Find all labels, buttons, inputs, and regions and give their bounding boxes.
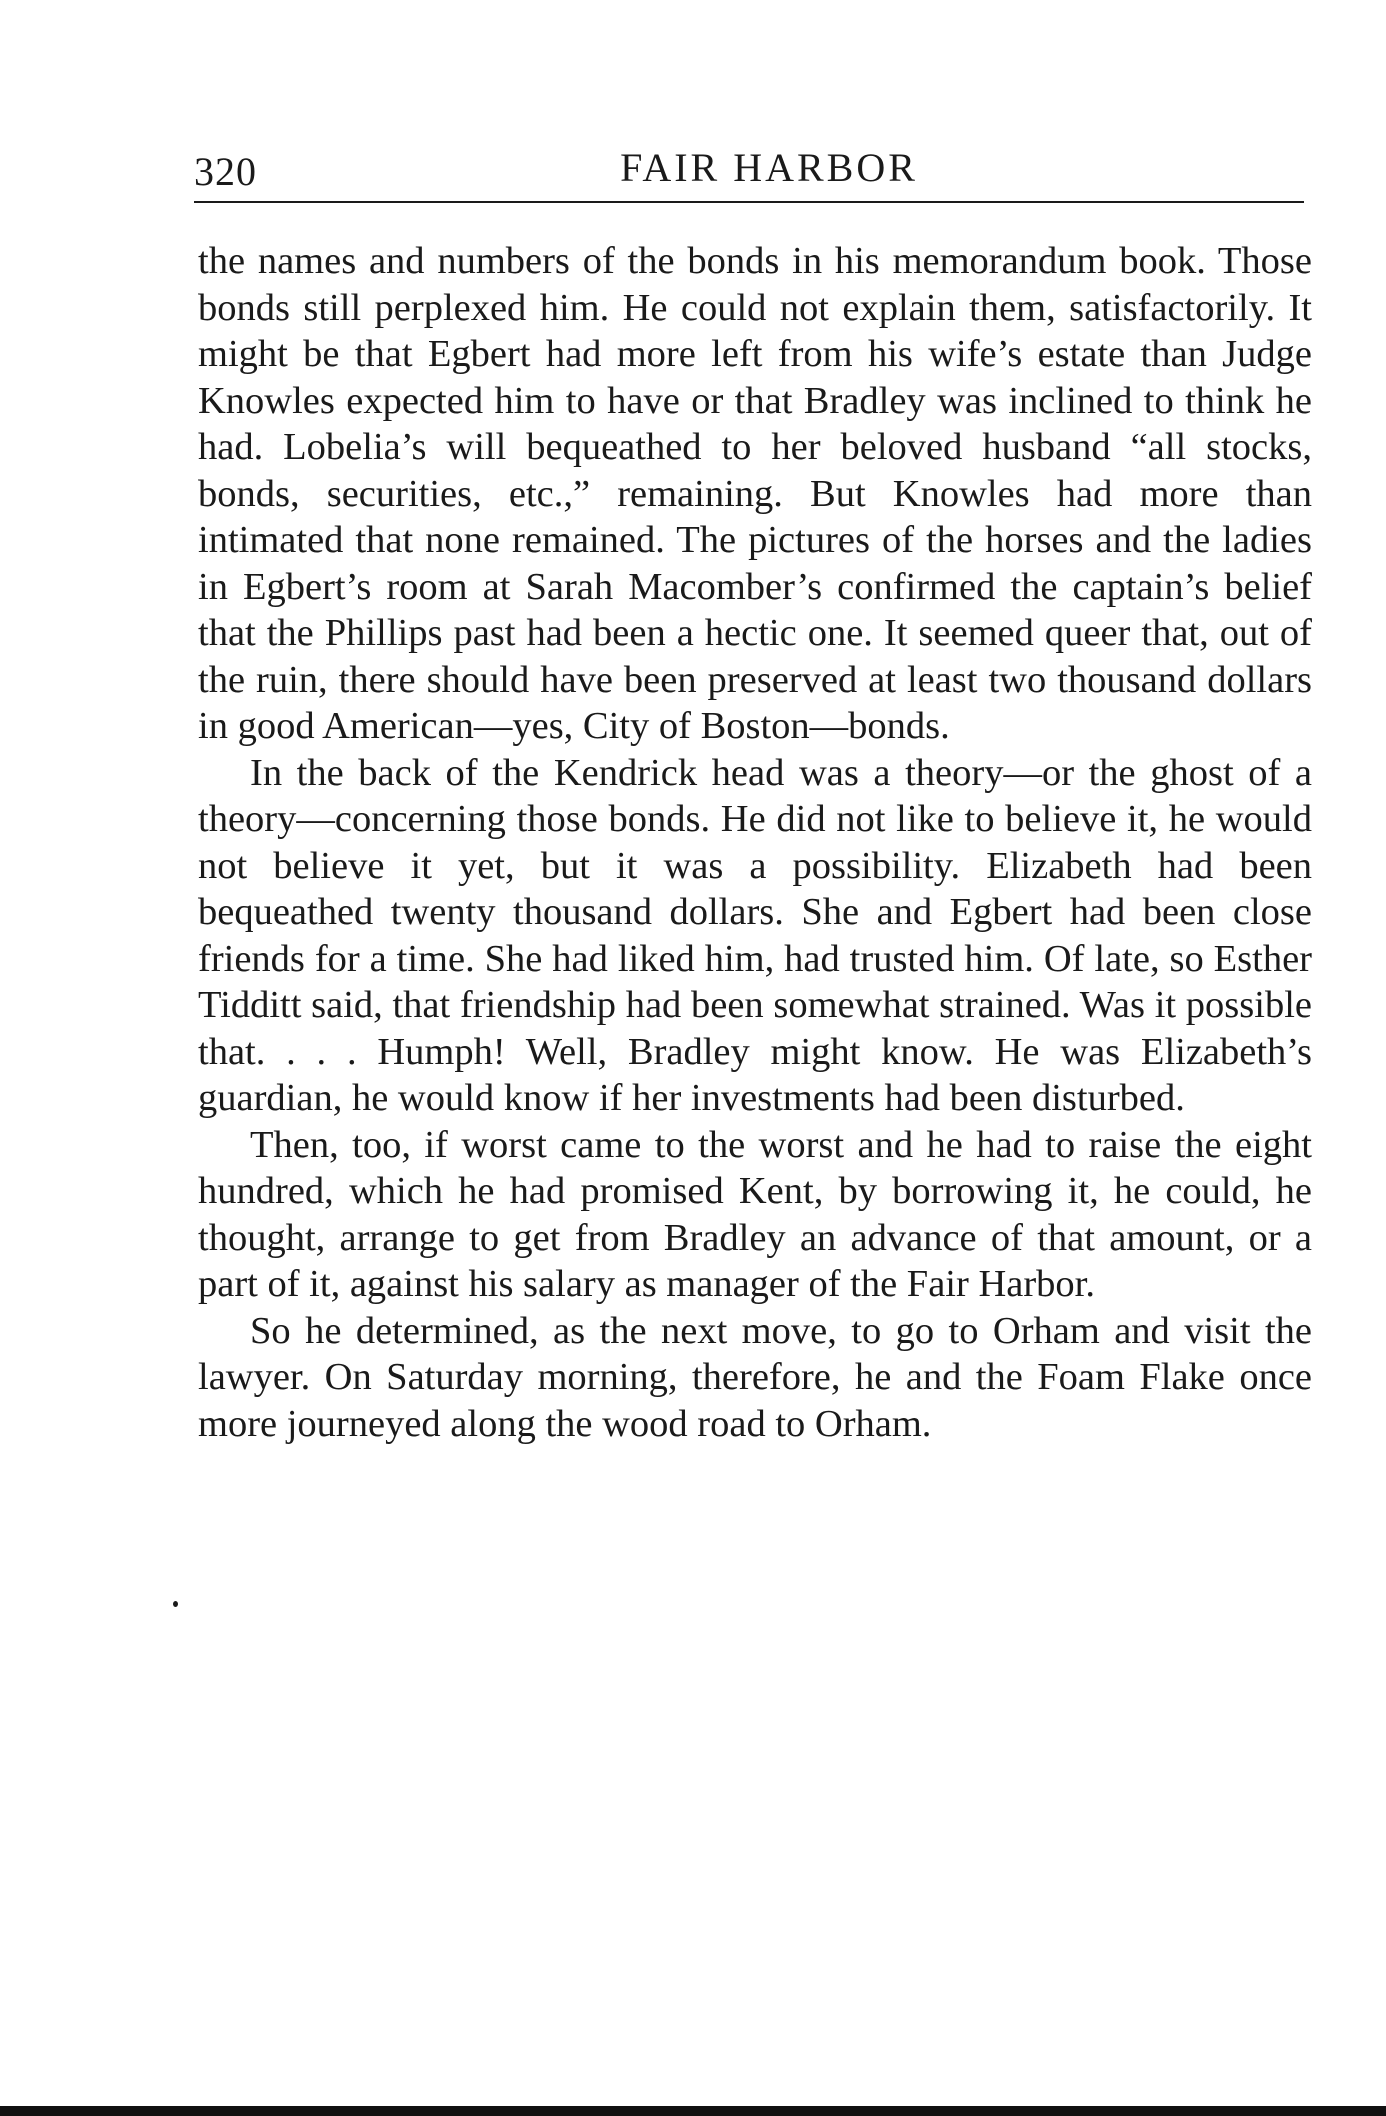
paragraph-1: the names and numbers of the bonds in his memorandum book. Those bonds still perplexed him. He could not explain them, satisfactorily. It might be that Egbert had more left from his wife’s estate than Judge Knowles expected him to have or that Bradley was inclined to think he had. Lobelia’s will bequeathed to her beloved husband “all stocks, bonds, securities, etc.,” remaining. But Knowles had more than intimated that none remained. The pictures of the horses and the ladies in Egbert’s room at Sarah Macomber’s confirmed the captain’s belief that the Phillips past had been a hectic one. It seemed queer that, out of the ruin, there should have been preserved at least two thousand dollars in good American—yes, City of Boston—bonds. xyxy=(198,240,1312,747)
running-head: FAIR HARBOR xyxy=(620,145,918,190)
paragraph-4: So he determined, as the next move, to go to Orham and visit the lawyer. On Saturday morning, therefore, he and the Foam Flake once more journeyed along the wood road to Orham. xyxy=(198,1309,1312,1445)
paragraph-2: In the back of the Kendrick head was a theory—or the ghost of a theory—concerning those bonds. He did not like to believe it, he would not believe it yet, but it was a possibility. Elizabeth had been bequeathed twenty thousand dollars. She and Egbert had been close friends for a time. She had liked him, had trusted him. Of late, so Esther Tidditt said, that friendship had been somewhat strained. Was it possible that. . . . Humph! Well, Bradley might know. He was Elizabeth’s guardian, he would know if her investments had been disturbed. xyxy=(198,751,1312,1119)
margin-speck xyxy=(173,1601,178,1607)
page-header xyxy=(194,144,1304,206)
header-rule xyxy=(194,201,1304,203)
paragraph-3: Then, too, if worst came to the worst and he had to raise the eight hundred, which he had promised Kent, by borrowing it, he could, he thought, arrange to get from Bradley an advance of that amount, or a part of it, against his salary as manager of the Fair Harbor. xyxy=(198,1123,1312,1305)
scan-edge-bar xyxy=(0,2106,1386,2116)
page-number: 320 xyxy=(194,149,257,194)
body-text xyxy=(198,238,1312,1447)
